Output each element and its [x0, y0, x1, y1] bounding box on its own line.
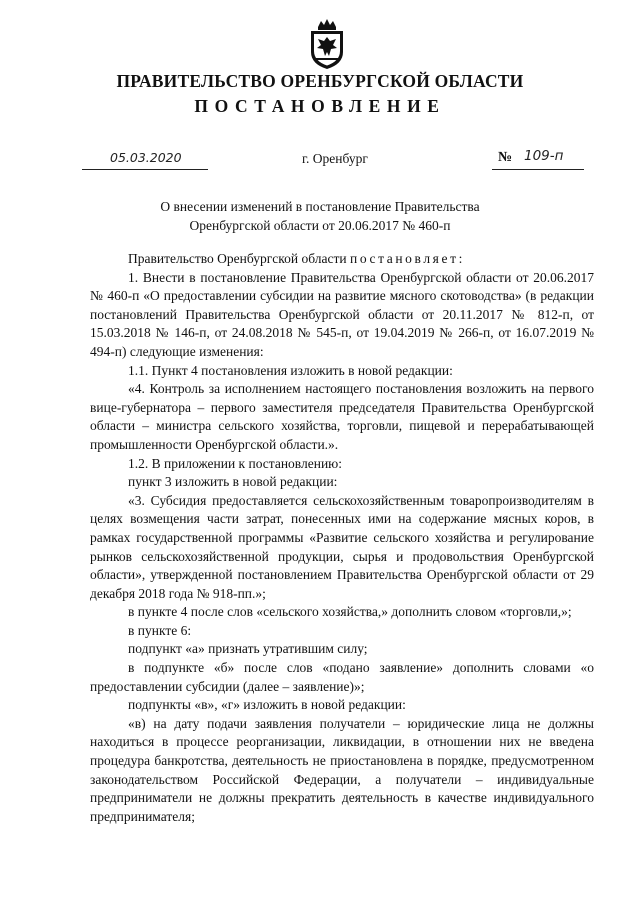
subject-line-2: Оренбургской области от 20.06.2017 № 460-п: [189, 218, 451, 233]
paragraph-sub-a: подпункт «а» признать утратившим силу;: [128, 641, 368, 657]
paragraph-1-2: 1.2. В приложении к постановлению:: [128, 455, 343, 471]
document-date: 05.03.2020: [110, 150, 182, 165]
paragraph-sub-vg: подпункты «в», «г» изложить в новой редакции:: [128, 697, 406, 713]
subject-line-1: О внесении изменений в постановление Правительства: [160, 199, 480, 214]
document-number: 109-п: [524, 148, 564, 164]
number-sign: №: [498, 150, 513, 165]
document-subject: [0, 197, 640, 235]
document-body: [90, 250, 594, 826]
paragraph-sub-b: в подпункте «б» после слов «подано заявление» дополнить словами «о предоставлении субсидии (далее – заявление)»;: [90, 660, 594, 694]
paragraph-item-3: пункт 3 изложить в новой редакции:: [128, 474, 338, 490]
paragraph-item-3-quote: «3. Субсидия предоставляется сельскохозяйственным товаропроизводителям в целях возмещения части затрат, понесенных ими на содержание мясных коров, в рамках государственной программы «Развитие сельского хозяйства и регулирование рынков сельскохозяйственной продукции, сырья и продовольствия Оренбургской области», утвержденной постановлением Правительства Оренбургской области от 29 декабря 2018 года № 918-пп.»;: [90, 492, 594, 601]
paragraph-1-1-quote: «4. Контроль за исполнением настоящего постановления возложить на первого вице-губернатора – первого заместителя председателя Правительства Оренбургской области – министра сельского хозяйства, торговли, пищевой и перерабатывающей промышленности Оренбургской области.».: [90, 381, 594, 452]
intro-paragraph: [90, 250, 594, 269]
paragraph-sub-v: «в) на дату подачи заявления получатели – юридические лица не должны находиться в процессе реорганизации, ликвидации, в отношении них не введена процедура банкротства, деятельность не приостановлена в порядке, предусмотренном законодательством Российской Федерации, а получатели – индивидуальные предприниматели не должны прекратить деятельность в качестве индивидуального предпринимателя;: [90, 715, 594, 824]
date-field: [82, 150, 208, 170]
number-field: [492, 150, 584, 170]
government-name: ПРАВИТЕЛЬСТВО ОРЕНБУРГСКОЙ ОБЛАСТИ: [116, 71, 524, 91]
paragraph-item-6: в пункте 6:: [128, 622, 192, 638]
intro-decree-word: постановляет:: [350, 251, 465, 266]
paragraph-1-1: 1.1. Пункт 4 постановления изложить в новой редакции:: [128, 362, 453, 378]
document-city: г. Оренбург: [302, 151, 368, 166]
document-meta: [0, 150, 640, 170]
coat-of-arms-icon: [305, 18, 349, 70]
document-type: ПОСТАНОВЛЕНИЕ: [194, 96, 446, 116]
paragraph-1: 1. Внести в постановление Правительства Оренбургской области от 20.06.2017 № 460-п «О предоставлении субсидии на развитие мясного скотоводства» (в редакции постановлений Правительства Оренбургской области от 20.11.2017 № 812-п, от 15.03.2018 № 146-п, от 24.08.2018 № 545-п, от 19.04.2019 № 266-п, от 16.07.2019 № 494-п) следующие изменения:: [90, 269, 594, 359]
paragraph-item-4: в пункте 4 после слов «сельского хозяйства,» дополнить словом «торговли,»;: [128, 604, 572, 620]
intro-lead: Правительство Оренбургской области: [128, 251, 350, 266]
